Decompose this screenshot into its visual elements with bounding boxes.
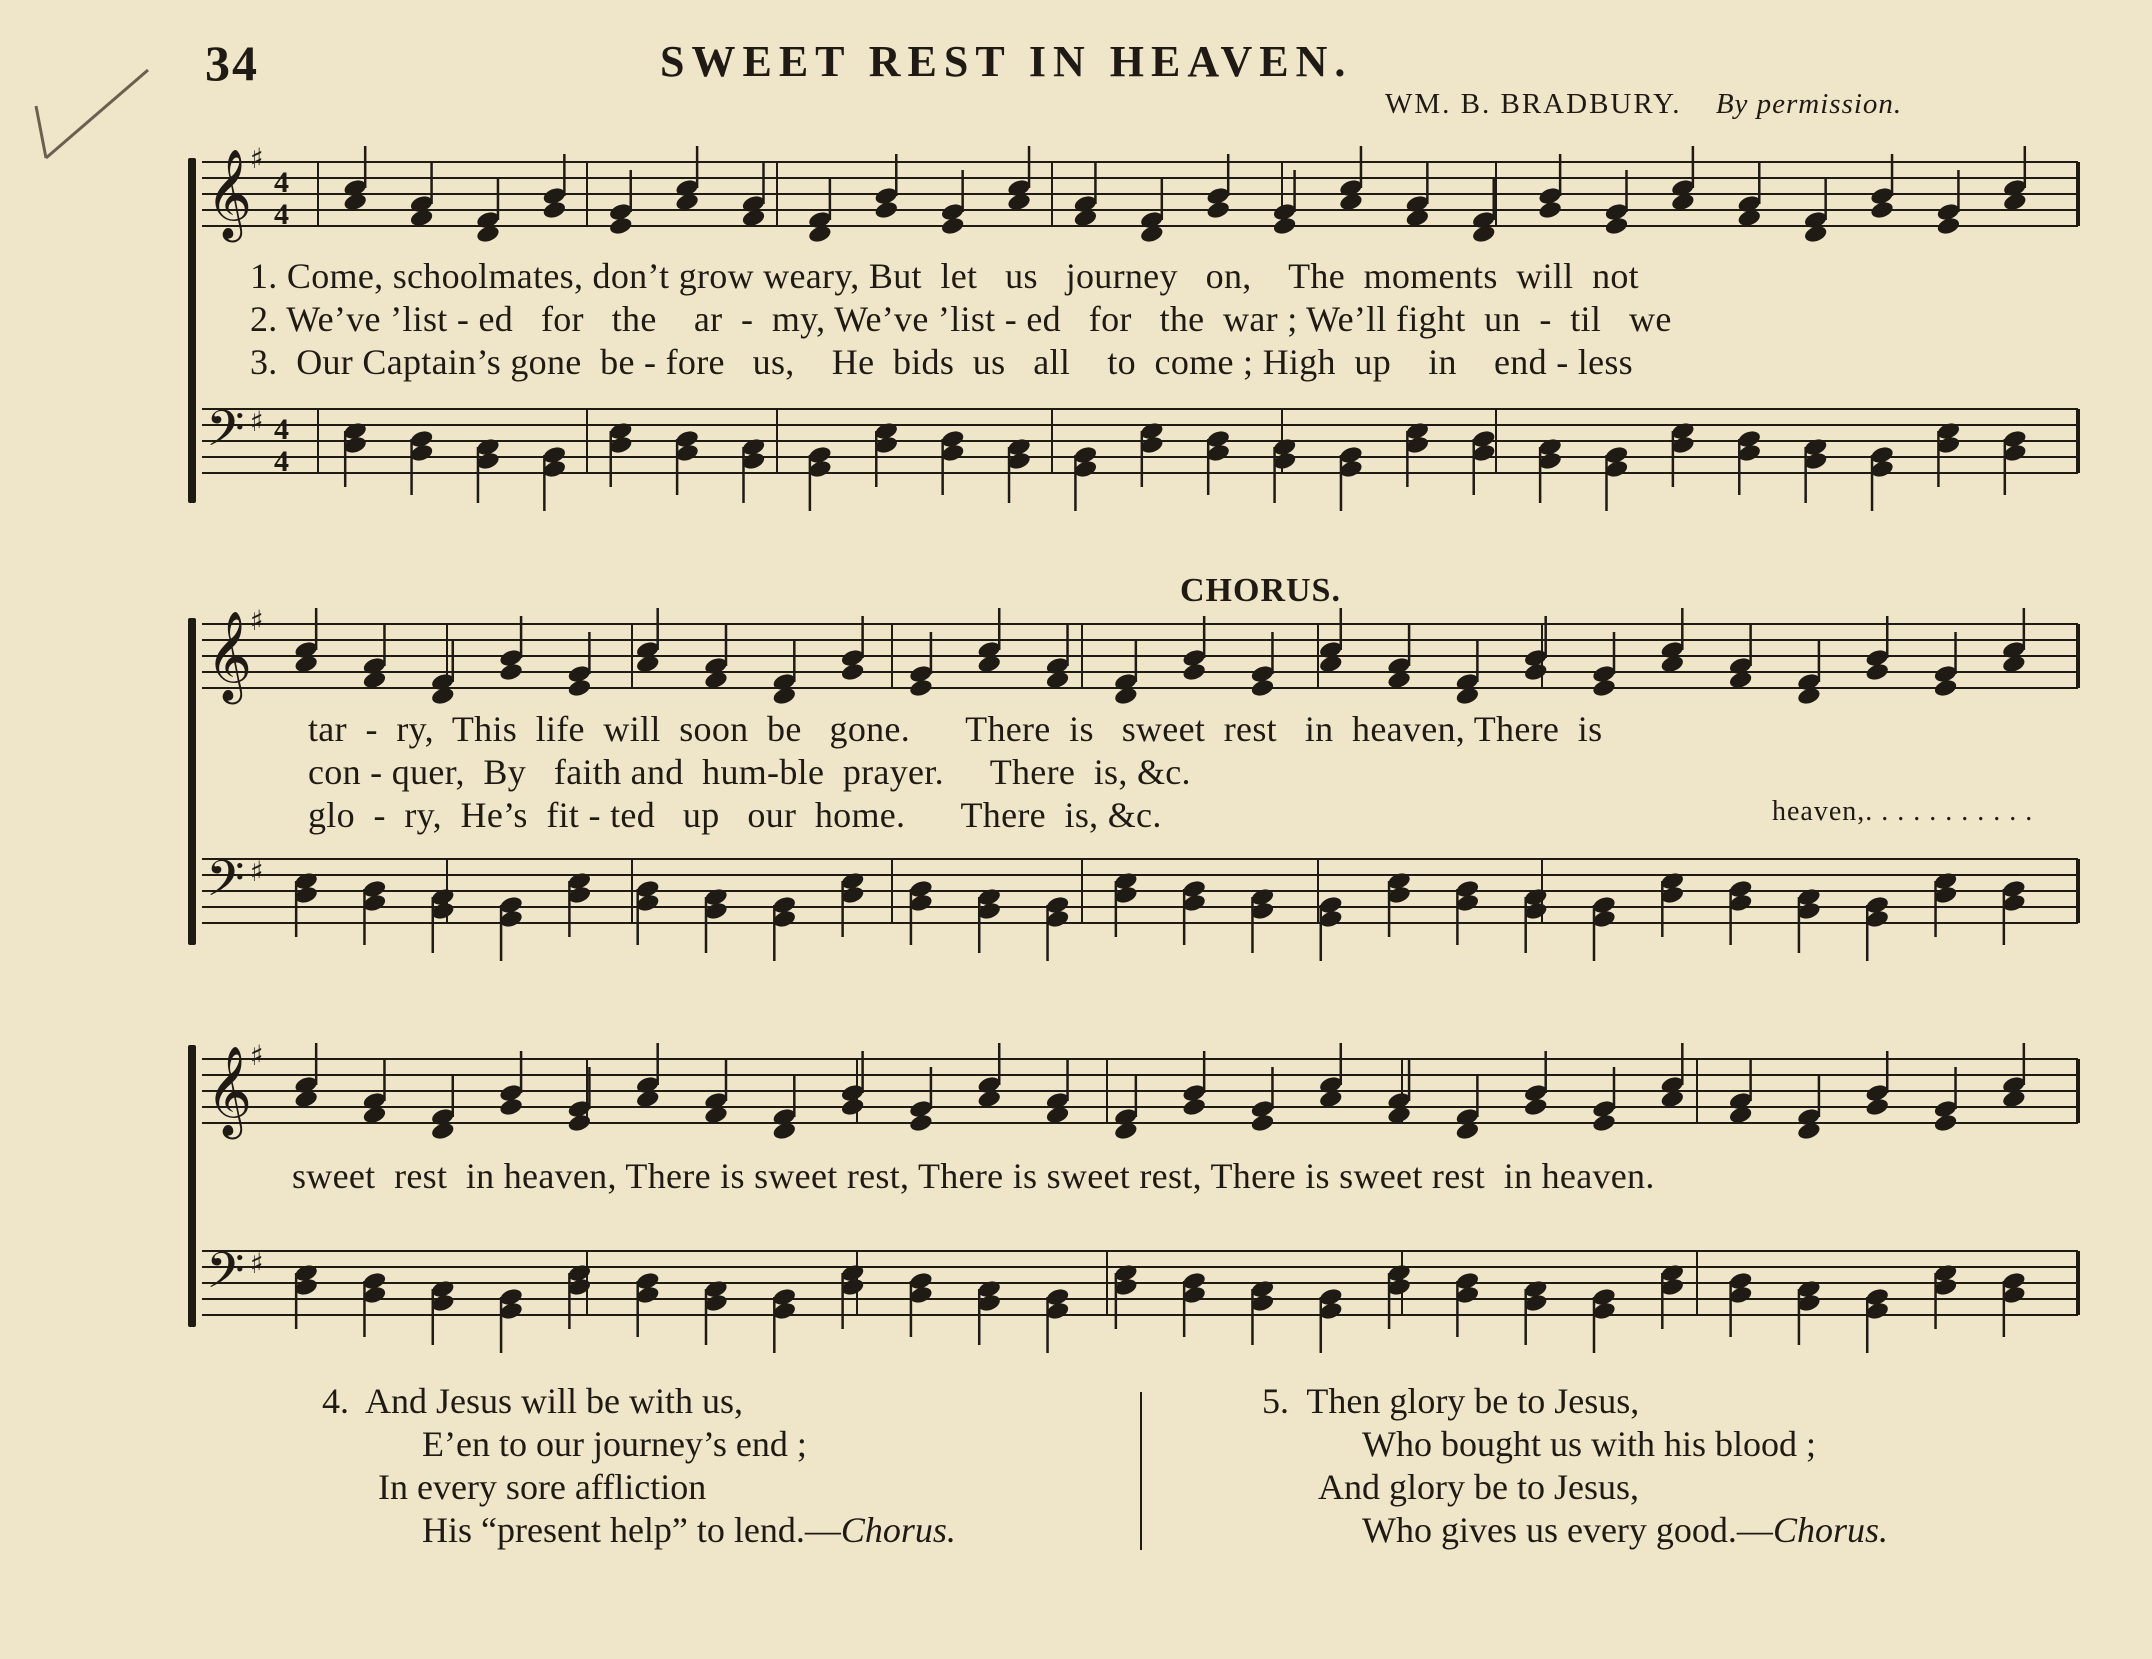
chorus-tag: Chorus.: [1772, 1510, 1888, 1550]
note-head: [1250, 678, 1275, 699]
bass-staff-lines: [202, 395, 2078, 491]
verse-5: [1262, 1380, 1888, 1552]
system-brace: [188, 158, 196, 503]
treble-clef-icon: 𝄞: [206, 149, 253, 239]
sharp-icon: ♯: [250, 604, 264, 637]
verse-line-text: Who gives us every good.—: [1362, 1510, 1773, 1550]
note-head: [1591, 1113, 1616, 1134]
bass-staff: [202, 395, 2078, 491]
note-head: [1205, 200, 1230, 221]
bass-clef-icon: 𝄢: [206, 400, 245, 470]
note-head: [1865, 662, 1890, 683]
verse-line: [1262, 1509, 1888, 1552]
time-signature-digit: 4: [274, 445, 289, 478]
note-head: [874, 200, 899, 221]
lyric-line-verse-1: 1. Come, schoolmates, don’t grow weary, But let us journey on, The moments will not: [250, 256, 1639, 296]
bass-clef-icon: 𝄢: [206, 1242, 245, 1312]
extension-dots: . . . . . . . . . . .: [1865, 796, 2034, 827]
note-head: [1181, 662, 1206, 683]
note-head: [908, 1113, 933, 1134]
note-head: [908, 678, 933, 699]
sharp-icon: ♯: [250, 142, 264, 175]
note-head: [1523, 662, 1548, 683]
note-head: [498, 1097, 523, 1118]
lyrics-system-3: [292, 1155, 1655, 1198]
note-head: [1523, 1097, 1548, 1118]
pencil-mark: [28, 66, 158, 176]
bass-staff-lines: [202, 1237, 2078, 1333]
lyrics-system-1: [250, 255, 1672, 384]
note-head: [567, 1113, 592, 1134]
treble-staff: [202, 604, 2078, 706]
bass-staff-lines: [202, 845, 2078, 941]
lyric-line-chorus: sweet rest in heaven, There is sweet rest, There is sweet rest, There is sweet rest in heaven.: [292, 1156, 1655, 1196]
note-head: [1869, 200, 1894, 221]
note-head: [1537, 200, 1562, 221]
additional-verses: [0, 1380, 2152, 1570]
bass-clef-icon: 𝄢: [206, 850, 245, 920]
treble-staff: [202, 1039, 2078, 1141]
verse-line: 4. And Jesus will be with us,: [322, 1381, 744, 1421]
note-head: [840, 1097, 865, 1118]
permission-note: By permission.: [1715, 88, 1903, 120]
note-head: [1933, 1113, 1958, 1134]
time-signature-digit: 4: [274, 198, 289, 231]
bass-staff: [202, 845, 2078, 941]
verse-divider: [1140, 1392, 1142, 1550]
composer-credit: [1385, 88, 1902, 121]
lyric-line-verse-2: con - quer, By faith and hum-ble prayer. There is, &c.: [308, 752, 1191, 792]
note-head: [1604, 216, 1629, 237]
sharp-icon: ♯: [250, 855, 264, 888]
heaven-extension: [1772, 796, 2033, 828]
note-head: [498, 662, 523, 683]
page-number: 34: [205, 35, 259, 91]
verse-line: And glory be to Jesus,: [1318, 1467, 1639, 1507]
bass-staff: [202, 1237, 2078, 1333]
note-head: [567, 678, 592, 699]
sharp-icon: ♯: [250, 1039, 264, 1072]
chorus-tag: Chorus.: [840, 1510, 956, 1550]
verse-line: Who bought us with his blood ;: [1362, 1424, 1817, 1464]
treble-clef-icon: 𝄞: [206, 611, 253, 701]
treble-staff: [202, 142, 2078, 244]
treble-staff-lines: [202, 1039, 2078, 1141]
composer-name: WM. B. BRADBURY.: [1385, 88, 1682, 120]
hymn-title: SWEET REST IN HEAVEN.: [660, 37, 1353, 86]
lyric-line-verse-1: tar - ry, This life will soon be gone. There is sweet rest in heaven, There is: [308, 709, 1603, 749]
note-head: [608, 216, 633, 237]
note-head: [940, 216, 965, 237]
verse-line: 5. Then glory be to Jesus,: [1262, 1381, 1640, 1421]
heaven-extension-word: heaven,: [1772, 796, 1866, 827]
treble-clef-icon: 𝄞: [206, 1046, 253, 1136]
treble-staff-lines: [202, 604, 2078, 706]
lyric-line-verse-3: 3. Our Captain’s gone be - fore us, He bids us all to come ; High up in end - less: [250, 342, 1633, 382]
system-brace: [188, 618, 196, 945]
verse-line-text: His “present help” to lend.—: [422, 1510, 841, 1550]
note-head: [1181, 1097, 1206, 1118]
verse-line: E’en to our journey’s end ;: [422, 1424, 807, 1464]
note-head: [840, 662, 865, 683]
sharp-icon: ♯: [250, 1247, 264, 1280]
lyric-line-verse-3: glo - ry, He’s fit - ted up our home. There is, &c.: [308, 795, 1162, 835]
verse-line: [322, 1509, 956, 1552]
note-head: [1272, 216, 1297, 237]
treble-staff-lines: [202, 142, 2078, 244]
sharp-icon: ♯: [250, 405, 264, 438]
lyrics-system-2: [308, 708, 1602, 837]
note-head: [1591, 678, 1616, 699]
verse-4: [322, 1380, 956, 1552]
note-head: [1933, 678, 1958, 699]
chorus-label: CHORUS.: [1180, 572, 1341, 609]
system-brace: [188, 1045, 196, 1327]
note-head: [1865, 1097, 1890, 1118]
note-head: [1936, 216, 1961, 237]
time-signature-digit: 4: [274, 166, 289, 199]
time-signature-digit: 4: [274, 413, 289, 446]
note-head: [542, 200, 567, 221]
verse-line: In every sore affliction: [378, 1467, 707, 1507]
lyric-line-verse-2: 2. We’ve ’list - ed for the ar - my, We’ve ’list - ed for the war ; We’ll fight un - til we: [250, 299, 1672, 339]
note-head: [1250, 1113, 1275, 1134]
